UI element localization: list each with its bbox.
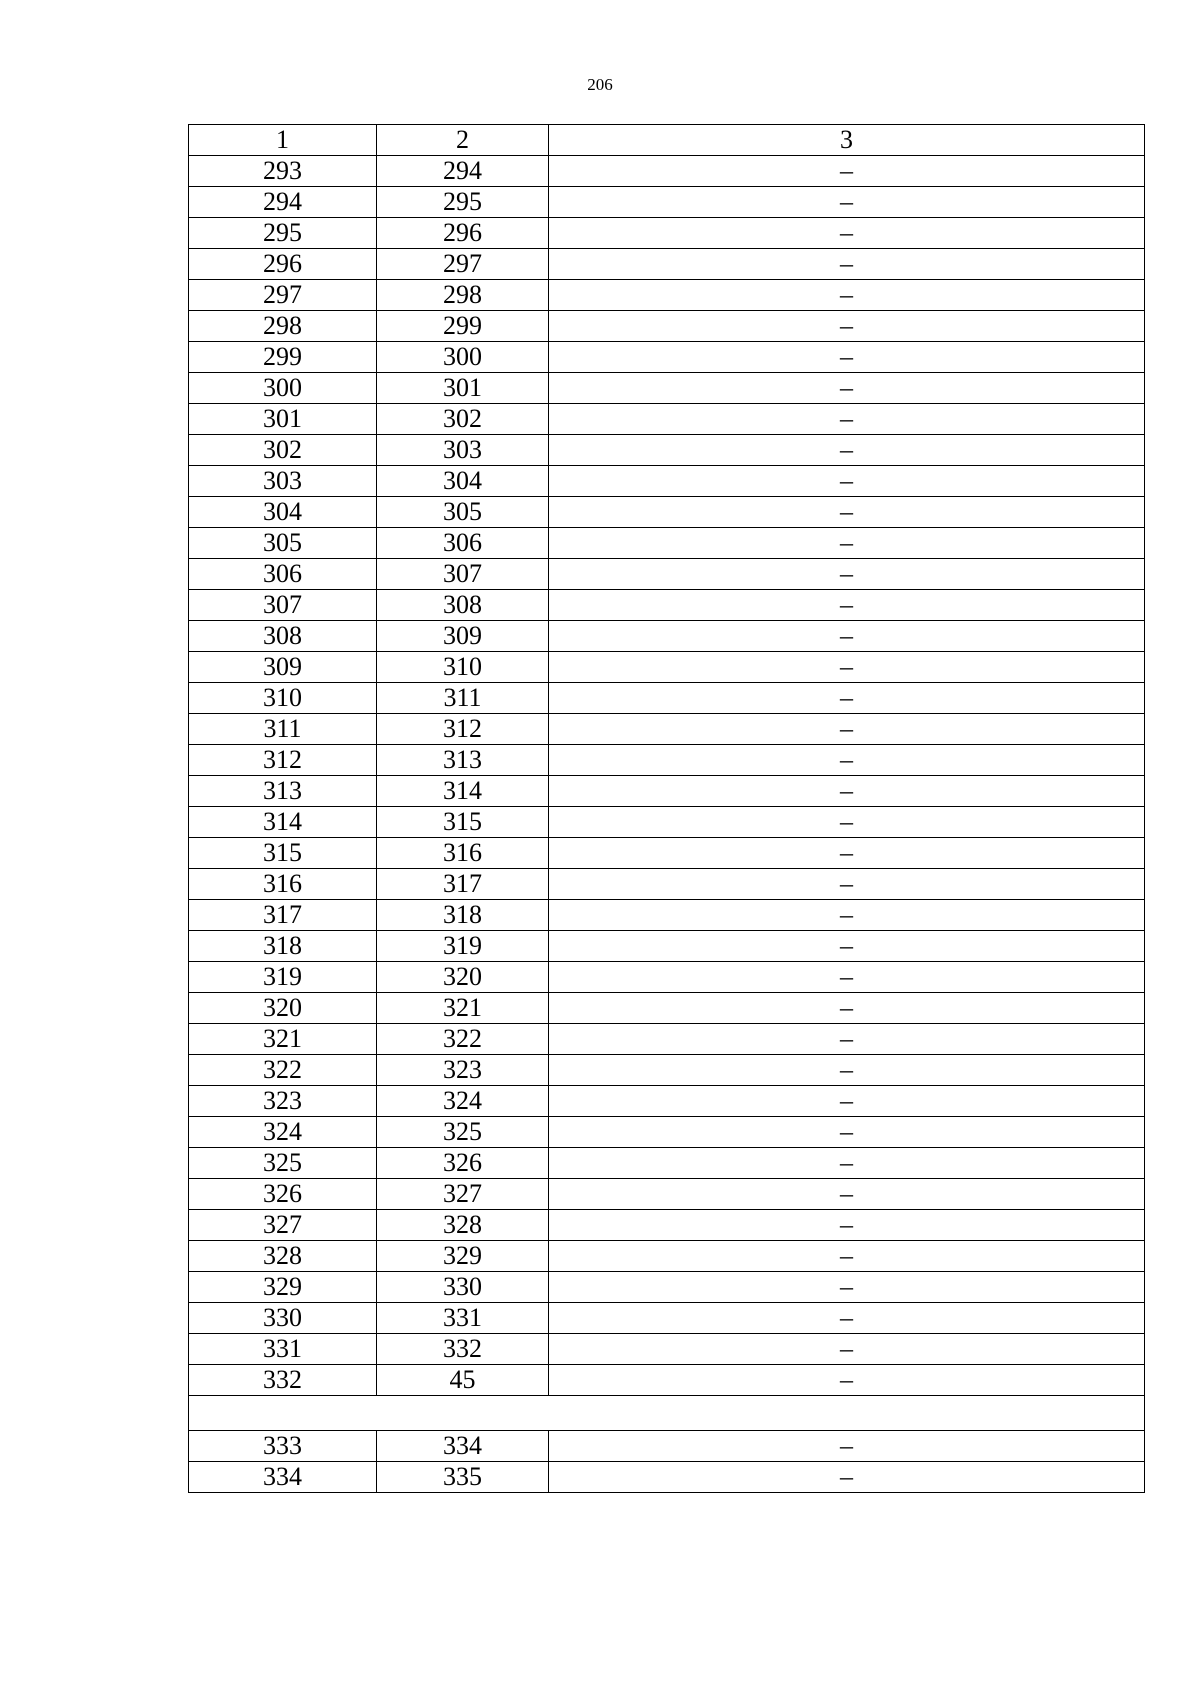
table-cell-col-3: –	[549, 1024, 1145, 1055]
table-cell-col-3: –	[549, 249, 1145, 280]
table-row	[189, 993, 1145, 1024]
table-row	[189, 1303, 1145, 1334]
table-cell-col-3: –	[549, 1117, 1145, 1148]
table-cell-col-1: 327	[189, 1210, 377, 1241]
table-row	[189, 621, 1145, 652]
table-cell-col-3: –	[549, 1055, 1145, 1086]
table-cell-col-3: –	[549, 311, 1145, 342]
table-cell-col-3: –	[549, 714, 1145, 745]
table-cell-col-1: 300	[189, 373, 377, 404]
table-row	[189, 1055, 1145, 1086]
table-row	[189, 1179, 1145, 1210]
table-cell-col-1: 306	[189, 559, 377, 590]
table-cell-col-1: 333	[189, 1431, 377, 1462]
table-cell-col-1: 334	[189, 1462, 377, 1493]
table-separator-cell	[189, 1396, 1145, 1431]
table-cell-col-2: 331	[377, 1303, 549, 1334]
table-cell-col-3: –	[549, 900, 1145, 931]
table-cell-col-2: 316	[377, 838, 549, 869]
table-cell-col-3: –	[549, 1334, 1145, 1365]
table-cell-col-3: –	[549, 559, 1145, 590]
table-cell-col-2: 332	[377, 1334, 549, 1365]
table-row	[189, 1462, 1145, 1493]
table-cell-col-2: 309	[377, 621, 549, 652]
table-cell-col-3: –	[549, 1148, 1145, 1179]
table-cell-col-3: –	[549, 621, 1145, 652]
table-cell-col-1: 321	[189, 1024, 377, 1055]
table-cell-col-2: 307	[377, 559, 549, 590]
table-cell-col-1: 296	[189, 249, 377, 280]
table-cell-col-3: –	[549, 466, 1145, 497]
table-cell-col-1: 331	[189, 1334, 377, 1365]
table-cell-col-3: –	[549, 497, 1145, 528]
table-cell-col-1: 301	[189, 404, 377, 435]
table-cell-col-2: 327	[377, 1179, 549, 1210]
table-cell-col-2: 321	[377, 993, 549, 1024]
table-row	[189, 1241, 1145, 1272]
table-cell-col-1: 319	[189, 962, 377, 993]
table-cell-col-2: 299	[377, 311, 549, 342]
table-row	[189, 435, 1145, 466]
table-cell-col-1: 303	[189, 466, 377, 497]
table-cell-col-3: –	[549, 1303, 1145, 1334]
table-cell-col-2: 312	[377, 714, 549, 745]
table-cell-col-1: 330	[189, 1303, 377, 1334]
table-cell-col-2: 324	[377, 1086, 549, 1117]
table-cell-col-1: 322	[189, 1055, 377, 1086]
table-cell-col-2: 328	[377, 1210, 549, 1241]
table-cell-col-2: 308	[377, 590, 549, 621]
table-row	[189, 497, 1145, 528]
table-cell-col-1: 307	[189, 590, 377, 621]
table-cell-col-2: 294	[377, 156, 549, 187]
table-cell-col-2: 305	[377, 497, 549, 528]
table-cell-col-2: 310	[377, 652, 549, 683]
table-row	[189, 1148, 1145, 1179]
table-cell-col-2: 296	[377, 218, 549, 249]
table-row	[189, 1086, 1145, 1117]
table-row	[189, 931, 1145, 962]
table-cell-col-1: 302	[189, 435, 377, 466]
table-cell-col-2: 335	[377, 1462, 549, 1493]
table-row	[189, 652, 1145, 683]
data-table	[188, 124, 1145, 1493]
table-cell-col-3: –	[549, 1272, 1145, 1303]
table-cell-col-1: 293	[189, 156, 377, 187]
table-cell-col-3: –	[549, 838, 1145, 869]
table-row	[189, 218, 1145, 249]
table-cell-col-1: 310	[189, 683, 377, 714]
table-cell-col-2: 325	[377, 1117, 549, 1148]
table-row	[189, 559, 1145, 590]
table-cell-col-1: 324	[189, 1117, 377, 1148]
table-cell-col-3: –	[549, 745, 1145, 776]
table-cell-col-3: –	[549, 1179, 1145, 1210]
table-separator-row	[189, 1396, 1145, 1431]
table-cell-col-3: –	[549, 187, 1145, 218]
table-cell-col-2: 320	[377, 962, 549, 993]
table-cell-col-2: 297	[377, 249, 549, 280]
table-row	[189, 280, 1145, 311]
table-cell-col-3: –	[549, 807, 1145, 838]
table-cell-col-2: 318	[377, 900, 549, 931]
table-cell-col-1: 309	[189, 652, 377, 683]
table-row	[189, 311, 1145, 342]
table-row	[189, 1431, 1145, 1462]
table-cell-col-1: 299	[189, 342, 377, 373]
table-row	[189, 187, 1145, 218]
table-row	[189, 869, 1145, 900]
table-row	[189, 1272, 1145, 1303]
table-row	[189, 838, 1145, 869]
table-cell-col-3: –	[549, 931, 1145, 962]
table-row	[189, 1365, 1145, 1396]
table-cell-col-1: 312	[189, 745, 377, 776]
table-cell-col-2: 317	[377, 869, 549, 900]
column-header-2: 2	[377, 125, 549, 156]
table-cell-col-1: 311	[189, 714, 377, 745]
table-cell-col-3: –	[549, 683, 1145, 714]
table-cell-col-3: –	[549, 435, 1145, 466]
table-row	[189, 776, 1145, 807]
table-cell-col-2: 314	[377, 776, 549, 807]
table-cell-col-2: 303	[377, 435, 549, 466]
table-cell-col-1: 308	[189, 621, 377, 652]
table-cell-col-2: 304	[377, 466, 549, 497]
table-cell-col-1: 325	[189, 1148, 377, 1179]
table-cell-col-3: –	[549, 652, 1145, 683]
table-header-row	[189, 125, 1145, 156]
table-cell-col-1: 323	[189, 1086, 377, 1117]
table-cell-col-3: –	[549, 373, 1145, 404]
table-cell-col-1: 318	[189, 931, 377, 962]
table-cell-col-1: 326	[189, 1179, 377, 1210]
table-cell-col-1: 295	[189, 218, 377, 249]
table-cell-col-2: 295	[377, 187, 549, 218]
table-cell-col-1: 304	[189, 497, 377, 528]
table-row	[189, 590, 1145, 621]
table-cell-col-1: 332	[189, 1365, 377, 1396]
table-row	[189, 1117, 1145, 1148]
table-cell-col-2: 334	[377, 1431, 549, 1462]
table-cell-col-2: 315	[377, 807, 549, 838]
table-cell-col-2: 300	[377, 342, 549, 373]
table-row	[189, 1334, 1145, 1365]
table-row	[189, 683, 1145, 714]
table-cell-col-3: –	[549, 869, 1145, 900]
table-cell-col-1: 297	[189, 280, 377, 311]
table-cell-col-3: –	[549, 404, 1145, 435]
table-row	[189, 466, 1145, 497]
table-row	[189, 714, 1145, 745]
page-number: 206	[587, 75, 613, 94]
table-cell-col-1: 316	[189, 869, 377, 900]
table-cell-col-3: –	[549, 1241, 1145, 1272]
table-cell-col-3: –	[549, 1210, 1145, 1241]
column-header-3: 3	[549, 125, 1145, 156]
table-cell-col-2: 302	[377, 404, 549, 435]
table-row	[189, 807, 1145, 838]
table-cell-col-3: –	[549, 342, 1145, 373]
table-row	[189, 342, 1145, 373]
table-cell-col-2: 322	[377, 1024, 549, 1055]
table-cell-col-3: –	[549, 1462, 1145, 1493]
table-cell-col-2: 313	[377, 745, 549, 776]
table-cell-col-2: 323	[377, 1055, 549, 1086]
table-cell-col-3: –	[549, 776, 1145, 807]
table-cell-col-3: –	[549, 280, 1145, 311]
table-cell-col-3: –	[549, 218, 1145, 249]
table-row	[189, 1024, 1145, 1055]
table-cell-col-2: 330	[377, 1272, 549, 1303]
table-cell-col-3: –	[549, 1086, 1145, 1117]
table-cell-col-1: 315	[189, 838, 377, 869]
table-row	[189, 373, 1145, 404]
table-cell-col-1: 305	[189, 528, 377, 559]
table-cell-col-3: –	[549, 993, 1145, 1024]
table-cell-col-1: 298	[189, 311, 377, 342]
table-cell-col-1: 313	[189, 776, 377, 807]
table-cell-col-3: –	[549, 528, 1145, 559]
table-row	[189, 745, 1145, 776]
table-cell-col-1: 317	[189, 900, 377, 931]
table-row	[189, 900, 1145, 931]
table-cell-col-2: 326	[377, 1148, 549, 1179]
table-cell-col-3: –	[549, 962, 1145, 993]
table-cell-col-3: –	[549, 156, 1145, 187]
table-cell-col-1: 329	[189, 1272, 377, 1303]
table-row	[189, 962, 1145, 993]
table-cell-col-2: 329	[377, 1241, 549, 1272]
column-header-1: 1	[189, 125, 377, 156]
table-cell-col-3: –	[549, 1431, 1145, 1462]
table-cell-col-3: –	[549, 590, 1145, 621]
table-cell-col-2: 298	[377, 280, 549, 311]
table-row	[189, 249, 1145, 280]
table-row	[189, 1210, 1145, 1241]
table-cell-col-3: –	[549, 1365, 1145, 1396]
table-cell-col-2: 319	[377, 931, 549, 962]
table-cell-col-1: 328	[189, 1241, 377, 1272]
table-cell-col-2: 306	[377, 528, 549, 559]
table-cell-col-1: 294	[189, 187, 377, 218]
table-cell-col-1: 314	[189, 807, 377, 838]
table-row	[189, 528, 1145, 559]
table-cell-col-2: 45	[377, 1365, 549, 1396]
table-cell-col-2: 301	[377, 373, 549, 404]
table-row	[189, 156, 1145, 187]
table-cell-col-1: 320	[189, 993, 377, 1024]
table-cell-col-2: 311	[377, 683, 549, 714]
table-row	[189, 404, 1145, 435]
